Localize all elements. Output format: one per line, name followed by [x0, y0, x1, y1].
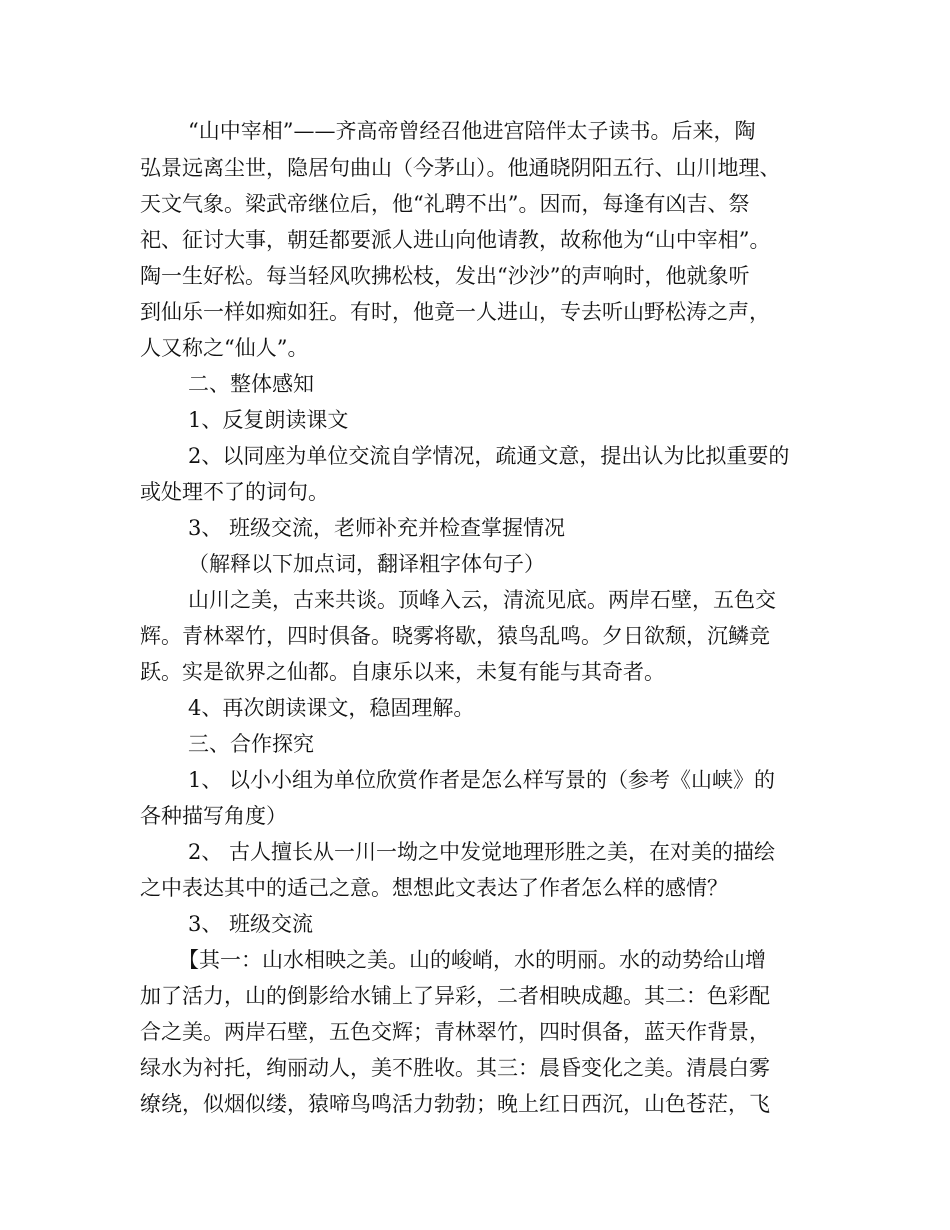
text-line: 弘景远离尘世，隐居句曲山（今茅山）。他通晓阴阳五行、山川地理、 — [140, 156, 781, 180]
text-line: 加了活力，山的倒影给水铺上了异彩，二者相映成趣。其二：色彩配 — [140, 984, 770, 1008]
text-line: 跃。实是欲界之仙都。自康乐以来，未复有能与其奇者。 — [140, 660, 665, 684]
text-line: 1、反复朗读课文 — [188, 408, 349, 432]
text-line: 合之美。两岸石壁，五色交辉；青林翠竹，四时俱备，蓝天作背景， — [140, 1020, 770, 1044]
text-line: 绿水为衬托，绚丽动人，美不胜收。其三：晨昏变化之美。清晨白雾 — [140, 1056, 770, 1080]
text-line: 辉。青林翠竹，四时俱备。晓雾将歇，猿鸟乱鸣。夕日欲颓，沉鳞竞 — [140, 624, 770, 648]
text-line: 1、 以小小组为单位欣赏作者是怎么样写景的（参考《山峡》的 — [188, 768, 776, 792]
text-line: 天文气象。梁武帝继位后，他“礼聘不出”。因而，每逢有凶吉、祭 — [140, 192, 750, 216]
text-line: 3、 班级交流 — [188, 912, 314, 936]
text-line: 之中表达其中的适己之意。想想此文表达了作者怎么样的感情？ — [140, 876, 728, 900]
text-line: 2、 古人擅长从一川一坳之中发觉地理形胜之美，在对美的描绘 — [188, 840, 776, 864]
text-line: “山中宰相”——齐高帝曾经召他进宫陪伴太子读书。后来，陶 — [188, 119, 756, 143]
text-line: 4、再次朗读课文，稳固理解。 — [188, 696, 475, 720]
text-line: 3、 班级交流，老师补充并检查掌握情况 — [188, 516, 566, 540]
text-line: 祀、征讨大事，朝廷都要派人进山向他请教，故称他为“山中宰相”。 — [140, 228, 771, 252]
text-line: 陶一生好松。每当轻风吹拂松枝，发出“沙沙”的声响时，他就象听 — [140, 264, 750, 288]
text-line: 或处理不了的词句。 — [140, 480, 329, 504]
text-line: 各种描写角度） — [140, 804, 287, 828]
section-heading: 三、合作探究 — [188, 732, 314, 756]
text-line: 2、以同座为单位交流自学情况，疏通文意，提出认为比拟重要的 — [188, 444, 790, 468]
text-line: 到仙乐一样如痴如狂。有时，他竟一人进山，专去听山野松涛之声， — [140, 300, 770, 324]
text-line: 缭绕，似烟似缕，猿啼鸟鸣活力勃勃；晚上红日西沉，山色苍茫，飞 — [140, 1092, 770, 1116]
section-heading: 二、整体感知 — [188, 372, 314, 396]
text-line: 山川之美，古来共谈。顶峰入云，清流见底。两岸石壁，五色交 — [188, 588, 776, 612]
text-line: 【其一：山水相映之美。山的峻峭，水的明丽。水的动势给山增 — [178, 948, 766, 972]
text-line: 人又称之“仙人”。 — [140, 336, 309, 360]
text-line: （解释以下加点词，翻译粗字体句子） — [188, 552, 545, 576]
